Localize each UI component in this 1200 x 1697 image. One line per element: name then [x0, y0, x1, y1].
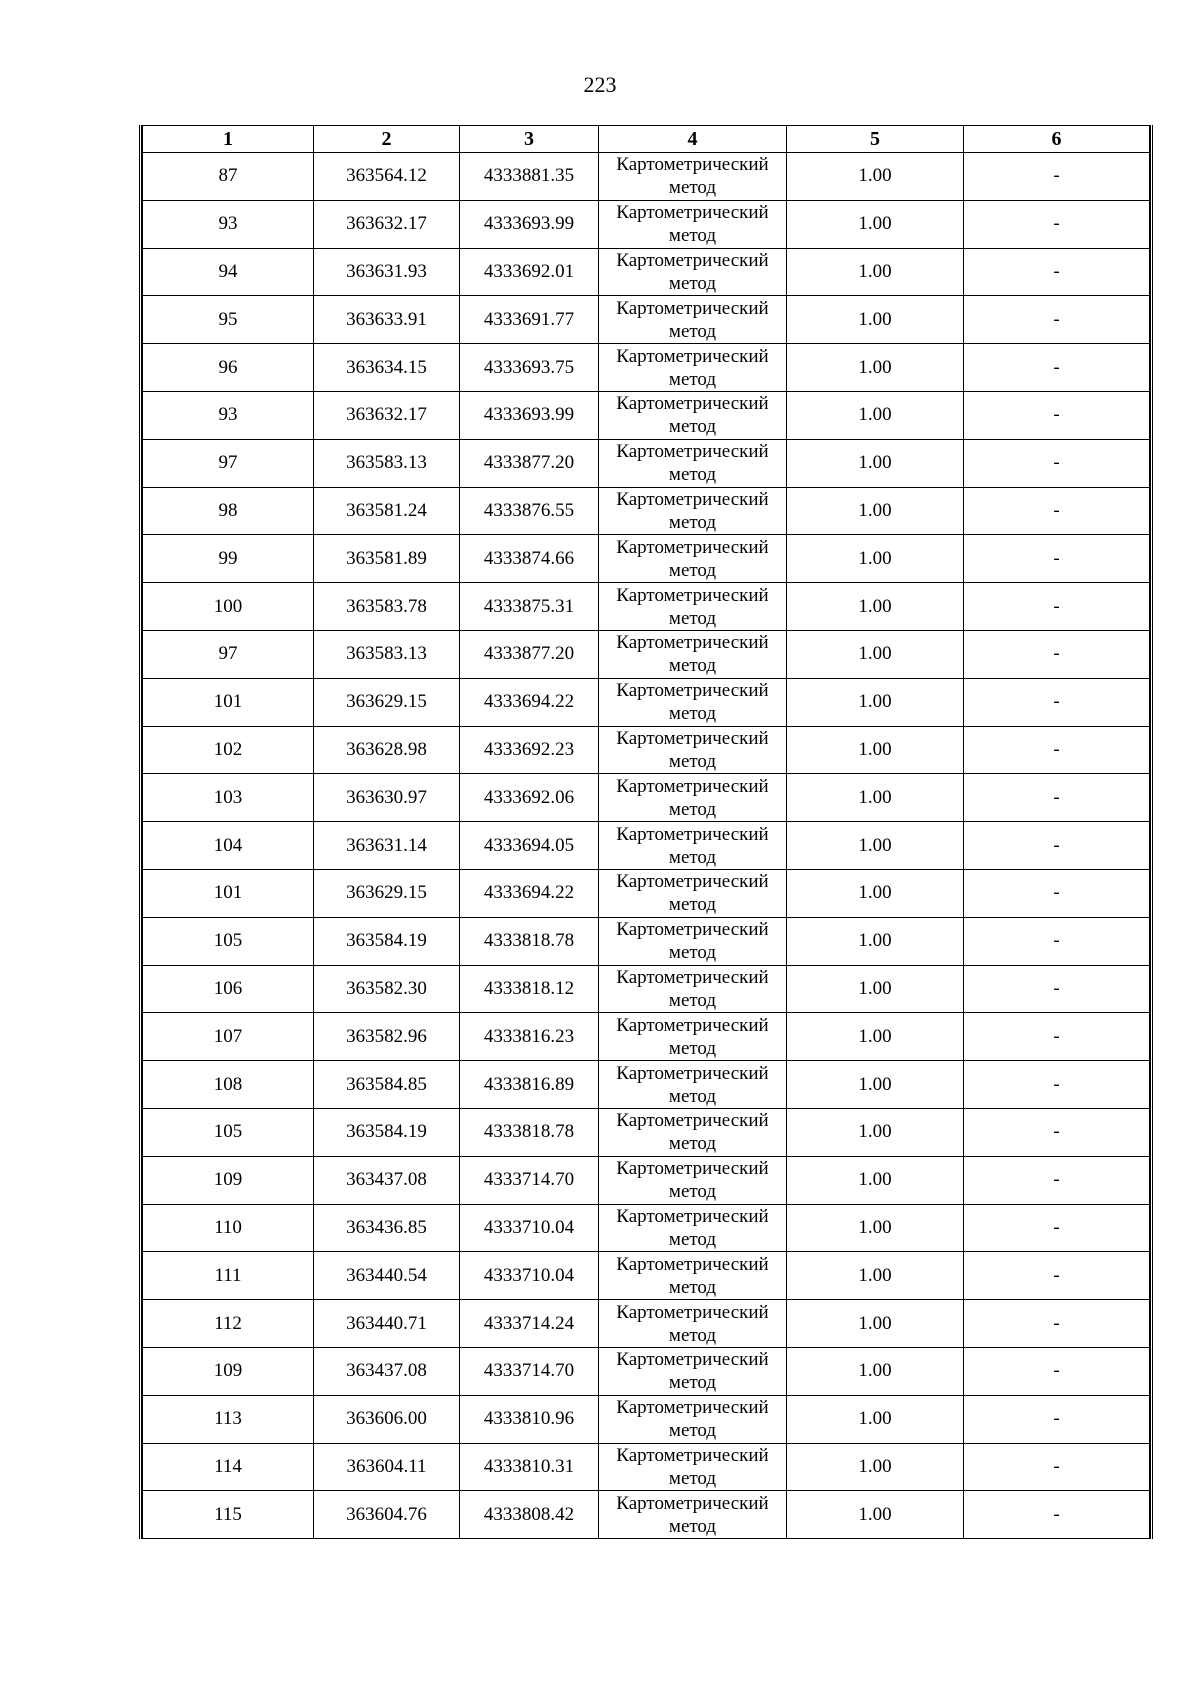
coordinates-table-wrapper: [139, 125, 1153, 1539]
table-row: [143, 1395, 1150, 1443]
point-number-cell: 104: [143, 822, 314, 870]
description-cell: -: [964, 1491, 1150, 1539]
table-body: [143, 153, 1150, 1539]
point-number-cell: 103: [143, 774, 314, 822]
table-row: [143, 1491, 1150, 1539]
x-coordinate-cell: 363606.00: [314, 1395, 460, 1443]
header-col-6: 6: [964, 126, 1150, 153]
method-text-line-1: Картометрический: [616, 680, 769, 702]
description-cell: -: [964, 1204, 1150, 1252]
description-cell: -: [964, 248, 1150, 296]
method-text-line-2: метод: [668, 1085, 717, 1107]
y-coordinate-cell: 4333694.22: [460, 678, 599, 726]
table-row: [143, 917, 1150, 965]
y-coordinate-cell: 4333816.89: [460, 1061, 599, 1109]
x-coordinate-cell: 363436.85: [314, 1204, 460, 1252]
method-text-line-2: метод: [668, 225, 717, 247]
point-number-cell: 109: [143, 1347, 314, 1395]
description-cell: -: [964, 965, 1150, 1013]
method-text-line-1: Картометрический: [616, 1205, 769, 1227]
y-coordinate-cell: 4333714.24: [460, 1300, 599, 1348]
description-cell: -: [964, 1395, 1150, 1443]
y-coordinate-cell: 4333877.20: [460, 439, 599, 487]
x-coordinate-cell: 363581.24: [314, 487, 460, 535]
description-cell: -: [964, 344, 1150, 392]
method-cell: [599, 296, 787, 344]
method-text-line-1: Картометрический: [616, 1158, 769, 1180]
method-text-line-1: Картометрический: [616, 1397, 769, 1419]
table-row: [143, 535, 1150, 583]
header-col-1: 1: [143, 126, 314, 153]
header-col-4: 4: [599, 126, 787, 153]
description-cell: -: [964, 439, 1150, 487]
point-number-cell: 112: [143, 1300, 314, 1348]
y-coordinate-cell: 4333694.05: [460, 822, 599, 870]
point-number-cell: 115: [143, 1491, 314, 1539]
method-text-line-2: метод: [668, 1372, 717, 1394]
point-number-cell: 99: [143, 535, 314, 583]
description-cell: -: [964, 153, 1150, 201]
accuracy-cell: 1.00: [787, 1300, 964, 1348]
y-coordinate-cell: 4333714.70: [460, 1347, 599, 1395]
table-row: [143, 248, 1150, 296]
table-row: [143, 678, 1150, 726]
method-cell: [599, 678, 787, 726]
method-text-line-1: Картометрический: [616, 1253, 769, 1275]
method-cell: [599, 1300, 787, 1348]
point-number-cell: 114: [143, 1443, 314, 1491]
accuracy-cell: 1.00: [787, 1061, 964, 1109]
accuracy-cell: 1.00: [787, 1204, 964, 1252]
accuracy-cell: 1.00: [787, 630, 964, 678]
method-text-line-2: метод: [668, 942, 717, 964]
method-text-line-1: Картометрический: [616, 345, 769, 367]
method-cell: [599, 1204, 787, 1252]
method-cell: [599, 1491, 787, 1539]
point-number-cell: 107: [143, 1013, 314, 1061]
accuracy-cell: 1.00: [787, 391, 964, 439]
method-cell: [599, 1061, 787, 1109]
table-row: [143, 1061, 1150, 1109]
method-text-line-2: метод: [668, 511, 717, 533]
method-cell: [599, 200, 787, 248]
x-coordinate-cell: 363437.08: [314, 1156, 460, 1204]
method-text-line-2: метод: [668, 1515, 717, 1537]
method-cell: [599, 774, 787, 822]
method-text-line-2: метод: [668, 177, 717, 199]
table-row: [143, 965, 1150, 1013]
y-coordinate-cell: 4333714.70: [460, 1156, 599, 1204]
method-text-line-2: метод: [668, 607, 717, 629]
method-text-line-1: Картометрический: [616, 393, 769, 415]
y-coordinate-cell: 4333808.42: [460, 1491, 599, 1539]
table-row: [143, 200, 1150, 248]
method-text-line-1: Картометрический: [616, 1444, 769, 1466]
accuracy-cell: 1.00: [787, 1395, 964, 1443]
table-header-row: [143, 126, 1150, 153]
point-number-cell: 101: [143, 869, 314, 917]
table-row: [143, 869, 1150, 917]
accuracy-cell: 1.00: [787, 200, 964, 248]
accuracy-cell: 1.00: [787, 1443, 964, 1491]
x-coordinate-cell: 363584.85: [314, 1061, 460, 1109]
description-cell: -: [964, 1252, 1150, 1300]
y-coordinate-cell: 4333710.04: [460, 1252, 599, 1300]
point-number-cell: 100: [143, 583, 314, 631]
x-coordinate-cell: 363584.19: [314, 917, 460, 965]
method-cell: [599, 153, 787, 201]
method-text-line-1: Картометрический: [616, 966, 769, 988]
description-cell: -: [964, 678, 1150, 726]
method-cell: [599, 1156, 787, 1204]
x-coordinate-cell: 363634.15: [314, 344, 460, 392]
y-coordinate-cell: 4333875.31: [460, 583, 599, 631]
y-coordinate-cell: 4333693.99: [460, 200, 599, 248]
y-coordinate-cell: 4333692.06: [460, 774, 599, 822]
accuracy-cell: 1.00: [787, 344, 964, 392]
point-number-cell: 113: [143, 1395, 314, 1443]
method-cell: [599, 1347, 787, 1395]
method-text-line-2: метод: [668, 989, 717, 1011]
page-number: 223: [583, 72, 617, 97]
accuracy-cell: 1.00: [787, 1156, 964, 1204]
table-row: [143, 1013, 1150, 1061]
x-coordinate-cell: 363564.12: [314, 153, 460, 201]
table-row: [143, 1204, 1150, 1252]
method-text-line-2: метод: [668, 320, 717, 342]
method-text-line-1: Картометрический: [616, 249, 769, 271]
x-coordinate-cell: 363582.96: [314, 1013, 460, 1061]
table-row: [143, 1300, 1150, 1348]
point-number-cell: 93: [143, 391, 314, 439]
accuracy-cell: 1.00: [787, 917, 964, 965]
description-cell: -: [964, 726, 1150, 774]
accuracy-cell: 1.00: [787, 439, 964, 487]
method-text-line-2: метод: [668, 272, 717, 294]
accuracy-cell: 1.00: [787, 535, 964, 583]
method-text-line-2: метод: [668, 1276, 717, 1298]
description-cell: -: [964, 391, 1150, 439]
method-cell: [599, 248, 787, 296]
method-cell: [599, 1443, 787, 1491]
y-coordinate-cell: 4333691.77: [460, 296, 599, 344]
description-cell: -: [964, 1013, 1150, 1061]
point-number-cell: 102: [143, 726, 314, 774]
x-coordinate-cell: 363630.97: [314, 774, 460, 822]
x-coordinate-cell: 363632.17: [314, 200, 460, 248]
accuracy-cell: 1.00: [787, 487, 964, 535]
table-row: [143, 439, 1150, 487]
description-cell: -: [964, 1061, 1150, 1109]
method-cell: [599, 391, 787, 439]
method-text-line-1: Картометрический: [616, 871, 769, 893]
point-number-cell: 110: [143, 1204, 314, 1252]
method-cell: [599, 822, 787, 870]
x-coordinate-cell: 363583.13: [314, 630, 460, 678]
accuracy-cell: 1.00: [787, 1347, 964, 1395]
y-coordinate-cell: 4333876.55: [460, 487, 599, 535]
method-cell: [599, 630, 787, 678]
method-cell: [599, 965, 787, 1013]
table-row: [143, 822, 1150, 870]
description-cell: -: [964, 1300, 1150, 1348]
point-number-cell: 94: [143, 248, 314, 296]
method-text-line-2: метод: [668, 559, 717, 581]
method-cell: [599, 344, 787, 392]
description-cell: -: [964, 1108, 1150, 1156]
method-text-line-1: Картометрический: [616, 1301, 769, 1323]
point-number-cell: 105: [143, 1108, 314, 1156]
description-cell: -: [964, 1156, 1150, 1204]
accuracy-cell: 1.00: [787, 1108, 964, 1156]
method-cell: [599, 583, 787, 631]
point-number-cell: 106: [143, 965, 314, 1013]
table-row: [143, 487, 1150, 535]
description-cell: -: [964, 535, 1150, 583]
method-cell: [599, 869, 787, 917]
method-text-line-1: Картометрический: [616, 919, 769, 941]
description-cell: -: [964, 1347, 1150, 1395]
method-cell: [599, 487, 787, 535]
method-text-line-1: Картометрический: [616, 1110, 769, 1132]
description-cell: -: [964, 296, 1150, 344]
method-cell: [599, 439, 787, 487]
accuracy-cell: 1.00: [787, 678, 964, 726]
table-row: [143, 1443, 1150, 1491]
table-row: [143, 774, 1150, 822]
method-text-line-2: метод: [668, 1467, 717, 1489]
y-coordinate-cell: 4333810.96: [460, 1395, 599, 1443]
x-coordinate-cell: 363604.76: [314, 1491, 460, 1539]
y-coordinate-cell: 4333693.99: [460, 391, 599, 439]
method-text-line-1: Картометрический: [616, 488, 769, 510]
method-cell: [599, 535, 787, 583]
description-cell: -: [964, 869, 1150, 917]
method-text-line-2: метод: [668, 1181, 717, 1203]
method-text-line-2: метод: [668, 1037, 717, 1059]
y-coordinate-cell: 4333694.22: [460, 869, 599, 917]
x-coordinate-cell: 363631.14: [314, 822, 460, 870]
accuracy-cell: 1.00: [787, 965, 964, 1013]
x-coordinate-cell: 363437.08: [314, 1347, 460, 1395]
y-coordinate-cell: 4333881.35: [460, 153, 599, 201]
x-coordinate-cell: 363584.19: [314, 1108, 460, 1156]
table-row: [143, 1108, 1150, 1156]
method-text-line-2: метод: [668, 655, 717, 677]
table-row: [143, 1347, 1150, 1395]
accuracy-cell: 1.00: [787, 153, 964, 201]
method-text-line-2: метод: [668, 416, 717, 438]
x-coordinate-cell: 363631.93: [314, 248, 460, 296]
header-col-5: 5: [787, 126, 964, 153]
accuracy-cell: 1.00: [787, 1491, 964, 1539]
y-coordinate-cell: 4333816.23: [460, 1013, 599, 1061]
table-row: [143, 1156, 1150, 1204]
header-col-2: 2: [314, 126, 460, 153]
method-text-line-2: метод: [668, 846, 717, 868]
accuracy-cell: 1.00: [787, 1252, 964, 1300]
method-text-line-1: Картометрический: [616, 775, 769, 797]
method-text-line-2: метод: [668, 1228, 717, 1250]
description-cell: -: [964, 1443, 1150, 1491]
method-cell: [599, 917, 787, 965]
header-col-3: 3: [460, 126, 599, 153]
method-text-line-2: метод: [668, 1133, 717, 1155]
accuracy-cell: 1.00: [787, 869, 964, 917]
method-text-line-2: метод: [668, 1420, 717, 1442]
table-row: [143, 153, 1150, 201]
point-number-cell: 108: [143, 1061, 314, 1109]
method-cell: [599, 1013, 787, 1061]
accuracy-cell: 1.00: [787, 583, 964, 631]
method-cell: [599, 1252, 787, 1300]
accuracy-cell: 1.00: [787, 1013, 964, 1061]
point-number-cell: 93: [143, 200, 314, 248]
table-row: [143, 1252, 1150, 1300]
method-text-line-2: метод: [668, 464, 717, 486]
method-cell: [599, 726, 787, 774]
method-text-line-1: Картометрический: [616, 584, 769, 606]
x-coordinate-cell: 363583.78: [314, 583, 460, 631]
accuracy-cell: 1.00: [787, 248, 964, 296]
x-coordinate-cell: 363440.71: [314, 1300, 460, 1348]
method-text-line-2: метод: [668, 894, 717, 916]
method-text-line-2: метод: [668, 703, 717, 725]
table-row: [143, 344, 1150, 392]
method-text-line-1: Картометрический: [616, 1349, 769, 1371]
table-row: [143, 583, 1150, 631]
accuracy-cell: 1.00: [787, 774, 964, 822]
x-coordinate-cell: 363604.11: [314, 1443, 460, 1491]
x-coordinate-cell: 363629.15: [314, 869, 460, 917]
y-coordinate-cell: 4333874.66: [460, 535, 599, 583]
method-cell: [599, 1395, 787, 1443]
point-number-cell: 111: [143, 1252, 314, 1300]
x-coordinate-cell: 363629.15: [314, 678, 460, 726]
point-number-cell: 97: [143, 439, 314, 487]
y-coordinate-cell: 4333818.12: [460, 965, 599, 1013]
method-text-line-1: Картометрический: [616, 1492, 769, 1514]
description-cell: -: [964, 917, 1150, 965]
x-coordinate-cell: 363581.89: [314, 535, 460, 583]
description-cell: -: [964, 200, 1150, 248]
description-cell: -: [964, 583, 1150, 631]
table-row: [143, 296, 1150, 344]
method-text-line-1: Картометрический: [616, 1014, 769, 1036]
method-text-line-1: Картометрический: [616, 823, 769, 845]
point-number-cell: 96: [143, 344, 314, 392]
method-text-line-1: Картометрический: [616, 536, 769, 558]
coordinates-table: [142, 125, 1150, 1539]
x-coordinate-cell: 363582.30: [314, 965, 460, 1013]
method-text-line-1: Картометрический: [616, 1062, 769, 1084]
description-cell: -: [964, 487, 1150, 535]
x-coordinate-cell: 363440.54: [314, 1252, 460, 1300]
method-text-line-1: Картометрический: [616, 632, 769, 654]
method-text-line-1: Картометрический: [616, 202, 769, 224]
y-coordinate-cell: 4333818.78: [460, 917, 599, 965]
y-coordinate-cell: 4333810.31: [460, 1443, 599, 1491]
method-cell: [599, 1108, 787, 1156]
point-number-cell: 109: [143, 1156, 314, 1204]
y-coordinate-cell: 4333710.04: [460, 1204, 599, 1252]
method-text-line-2: метод: [668, 368, 717, 390]
description-cell: -: [964, 630, 1150, 678]
point-number-cell: 105: [143, 917, 314, 965]
point-number-cell: 98: [143, 487, 314, 535]
x-coordinate-cell: 363632.17: [314, 391, 460, 439]
point-number-cell: 95: [143, 296, 314, 344]
table-row: [143, 726, 1150, 774]
point-number-cell: 101: [143, 678, 314, 726]
x-coordinate-cell: 363633.91: [314, 296, 460, 344]
y-coordinate-cell: 4333693.75: [460, 344, 599, 392]
point-number-cell: 87: [143, 153, 314, 201]
y-coordinate-cell: 4333877.20: [460, 630, 599, 678]
method-text-line-1: Картометрический: [616, 441, 769, 463]
method-text-line-2: метод: [668, 1324, 717, 1346]
method-text-line-2: метод: [668, 798, 717, 820]
x-coordinate-cell: 363583.13: [314, 439, 460, 487]
y-coordinate-cell: 4333692.23: [460, 726, 599, 774]
y-coordinate-cell: 4333818.78: [460, 1108, 599, 1156]
y-coordinate-cell: 4333692.01: [460, 248, 599, 296]
method-text-line-1: Картометрический: [616, 297, 769, 319]
method-text-line-1: Картометрический: [616, 154, 769, 176]
x-coordinate-cell: 363628.98: [314, 726, 460, 774]
accuracy-cell: 1.00: [787, 822, 964, 870]
description-cell: -: [964, 822, 1150, 870]
table-row: [143, 630, 1150, 678]
method-text-line-1: Картометрический: [616, 727, 769, 749]
method-text-line-2: метод: [668, 750, 717, 772]
accuracy-cell: 1.00: [787, 726, 964, 774]
point-number-cell: 97: [143, 630, 314, 678]
description-cell: -: [964, 774, 1150, 822]
accuracy-cell: 1.00: [787, 296, 964, 344]
table-row: [143, 391, 1150, 439]
